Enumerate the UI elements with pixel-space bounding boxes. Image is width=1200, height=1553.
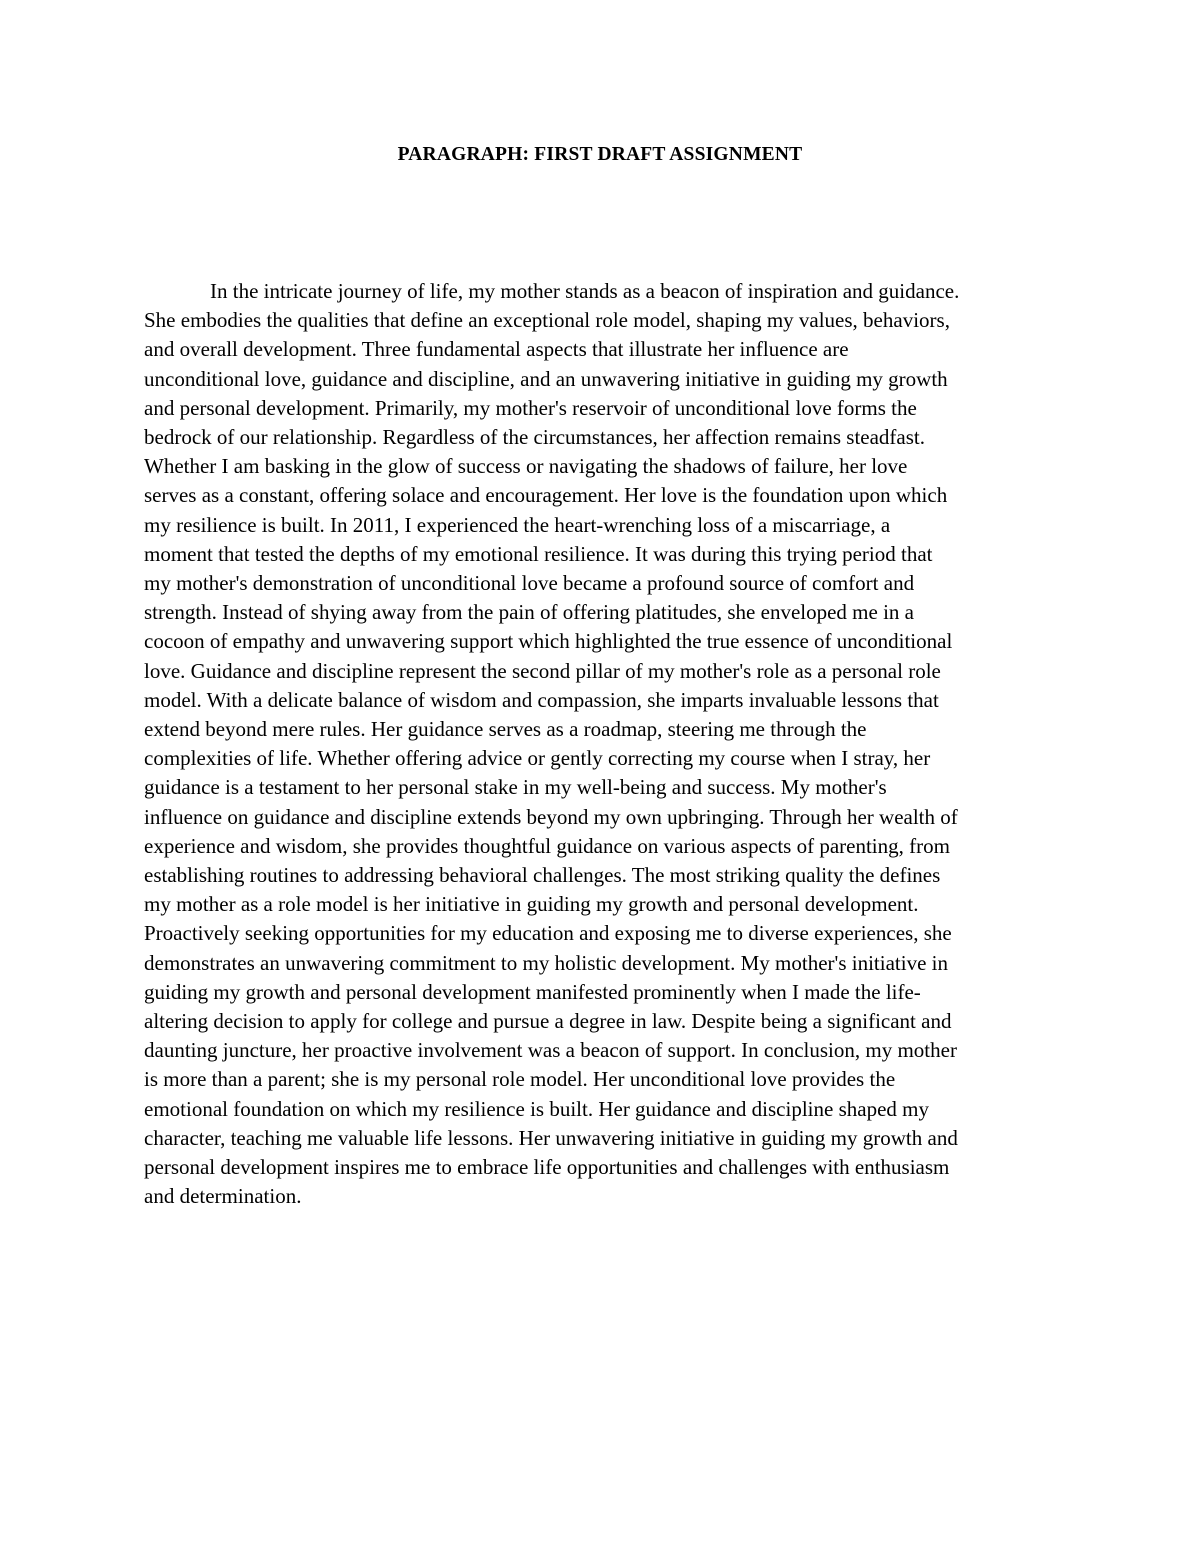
paragraph-line: guidance is a testament to her personal stake in my well-being and success. My mother's xyxy=(144,775,887,800)
paragraph-line: guiding my growth and personal development manifested prominently when I made the life- xyxy=(144,979,921,1004)
paragraph-line: and personal development. Primarily, my mother's reservoir of unconditional love forms the xyxy=(144,395,917,420)
paragraph-line: my mother's demonstration of unconditional love became a profound source of comfort and xyxy=(144,571,915,596)
paragraph-line: moment that tested the depths of my emotional resilience. It was during this trying period that xyxy=(144,541,933,566)
paragraph-line: She embodies the qualities that define an exceptional role model, shaping my values, behaviors, xyxy=(144,308,950,333)
paragraph-line: experience and wisdom, she provides thoughtful guidance on various aspects of parenting, from xyxy=(144,833,950,858)
paragraph-line: complexities of life. Whether offering advice or gently correcting my course when I stray, her xyxy=(144,746,931,771)
paragraph-line: model. With a delicate balance of wisdom and compassion, she imparts invaluable lessons that xyxy=(144,687,939,712)
paragraph-line: emotional foundation on which my resilience is built. Her guidance and discipline shaped my xyxy=(144,1096,929,1121)
paragraph-line: establishing routines to addressing behavioral challenges. The most striking quality the defines xyxy=(144,863,941,888)
body-paragraph xyxy=(144,277,1056,1212)
paragraph-line: influence on guidance and discipline extends beyond my own upbringing. Through her wealth of xyxy=(144,804,958,829)
paragraph-line: bedrock of our relationship. Regardless of the circumstances, her affection remains steadfast. xyxy=(144,425,925,450)
paragraph-line: love. Guidance and discipline represent the second pillar of my mother's role as a personal role xyxy=(144,658,941,683)
paragraph-line: and overall development. Three fundamental aspects that illustrate her influence are xyxy=(144,337,849,362)
paragraph-line: character, teaching me valuable life lessons. Her unwavering initiative in guiding my growth and xyxy=(144,1125,958,1150)
paragraph-line: demonstrates an unwavering commitment to my holistic development. My mother's initiative in xyxy=(144,950,948,975)
paragraph-line: daunting juncture, her proactive involvement was a beacon of support. In conclusion, my mother xyxy=(144,1038,957,1063)
paragraph-line: personal development inspires me to embrace life opportunities and challenges with enthusiasm xyxy=(144,1155,950,1180)
document-title: PARAGRAPH: FIRST DRAFT ASSIGNMENT xyxy=(397,144,803,165)
paragraph-line: Whether I am basking in the glow of success or navigating the shadows of failure, her love xyxy=(144,454,908,479)
paragraph-line: extend beyond mere rules. Her guidance serves as a roadmap, steering me through the xyxy=(144,717,867,742)
paragraph-line: Proactively seeking opportunities for my education and exposing me to diverse experiences, she xyxy=(144,921,952,946)
paragraph-line: is more than a parent; she is my personal role model. Her unconditional love provides the xyxy=(144,1067,896,1092)
paragraph-line: my mother as a role model is her initiative in guiding my growth and personal development. xyxy=(144,892,919,917)
paragraph-line: altering decision to apply for college and pursue a degree in law. Despite being a significant and xyxy=(144,1009,952,1034)
paragraph-line: and determination. xyxy=(144,1184,302,1209)
paragraph-line: cocoon of empathy and unwavering support which highlighted the true essence of unconditional xyxy=(144,629,953,654)
paragraph-line: my resilience is built. In 2011, I experienced the heart-wrenching loss of a miscarriage, a xyxy=(144,512,891,537)
paragraph-line: serves as a constant, offering solace and encouragement. Her love is the foundation upon which xyxy=(144,483,948,508)
paragraph-line: unconditional love, guidance and discipline, and an unwavering initiative in guiding my growth xyxy=(144,366,948,391)
paragraph-line: In the intricate journey of life, my mother stands as a beacon of inspiration and guidance. xyxy=(210,279,960,303)
paragraph-line: strength. Instead of shying away from the pain of offering platitudes, she enveloped me in a xyxy=(144,600,914,625)
